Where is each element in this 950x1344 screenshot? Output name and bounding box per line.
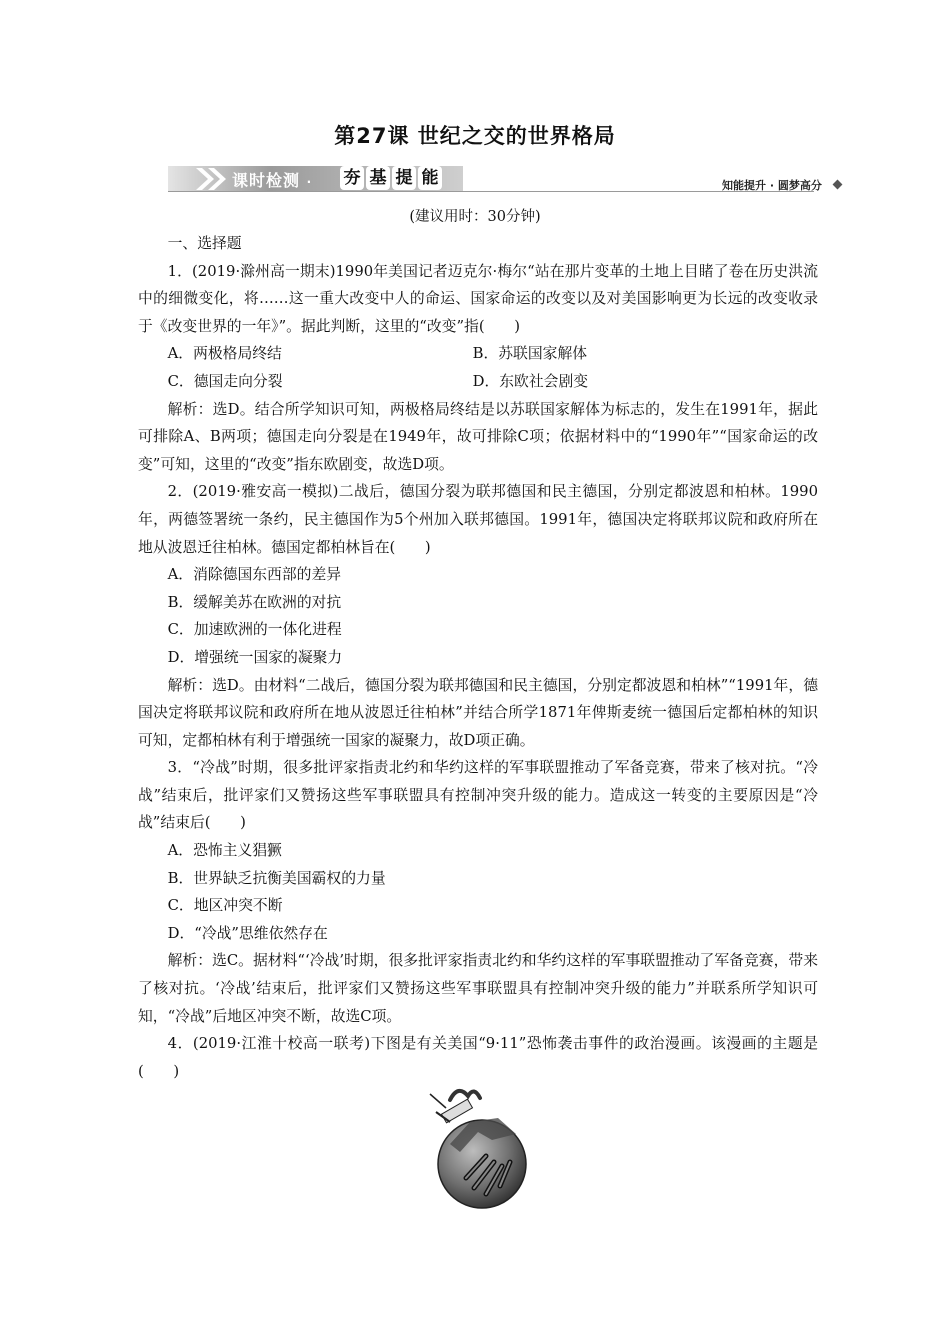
question-stem: 2．(2019·雅安高一模拟)二战后，德国分裂为联邦德国和民主德国，分别定都波恩和柏林。1990年，两德签署统一条约，民主德国作为5个州加入联邦德国。1991年，德国决定将联邦议院和政府所在地从波恩迁往柏林。德国定都柏林旨在( ) xyxy=(138,483,818,556)
option: D．增强统一国家的凝聚力 xyxy=(167,648,343,666)
page-title: 第27课 世纪之交的世界格局 xyxy=(334,124,616,148)
option: A．两极格局终结 xyxy=(167,345,282,363)
option: B．缓解美苏在欧洲的对抗 xyxy=(167,593,342,611)
question-stem: 4．(2019·江淮十校高一联考)下图是有关美国“9·11”恐怖袭击事件的政治漫画。该漫画的主题是( ) xyxy=(138,1035,818,1080)
question-list xyxy=(138,230,818,1085)
option: D．“冷战”思维依然存在 xyxy=(167,924,328,942)
banner-left-label xyxy=(232,168,312,191)
banner-tagline: 知能提升 · 圆梦高分 xyxy=(722,179,822,192)
option: A．恐怖主义猖獗 xyxy=(167,842,282,860)
option: C．德国走向分裂 xyxy=(167,372,283,390)
question-stem: 3．“冷战”时期，很多批评家指责北约和华约这样的军事联盟推动了军备竞赛，带来了核对抗。“冷战”结束后，批评家们又赞扬这些军事联盟具有控制冲突升级的能力。造成这一转变的主要原因是“冷战”结束后( ) xyxy=(138,759,818,832)
analysis: 解析：选D。结合所学知识可知，两极格局终结是以苏联国家解体为标志的，发生在1991年，据此可排除A、B两项；德国走向分裂是在1949年，故可排除C项；依据材料中的“1990年”“国家命运的改变”可知，这里的“改变”指东欧剧变，故选D项。 xyxy=(138,400,818,473)
option: C．地区冲突不断 xyxy=(167,897,283,915)
analysis: 解析：选D。由材料“二战后，德国分裂为联邦德国和民主德国，分别定都波恩和柏林”“1991年，德国决定将联邦议院和政府所在地从波恩迁往柏林”并结合所学1871年俾斯麦统一德国后定都柏林的知识可知，定都柏林有利于增强统一国家的凝聚力，故D项正确。 xyxy=(138,676,818,749)
section-heading: 一、选择题 xyxy=(167,235,242,252)
option: A．消除德国东西部的差异 xyxy=(167,566,342,584)
analysis: 解析：选C。据材料“‘冷战’时期，很多批评家指责北约和华约这样的军事联盟推动了军备竞赛，带来了核对抗。‘冷战’结束后，批评家们又赞扬这些军事联盟具有控制冲突升级的能力”并联系所学知识可知，“冷战”后地区冲突不断，故选C项。 xyxy=(138,952,818,1025)
banner-dot: · xyxy=(306,175,313,189)
option-row xyxy=(138,368,818,396)
badge-char: 提 xyxy=(392,166,416,190)
option-row xyxy=(138,340,818,368)
time-note: (建议用时：30分钟) xyxy=(409,209,541,225)
option: B．苏联国家解体 xyxy=(472,345,588,363)
badge-char: 夯 xyxy=(340,166,364,190)
banner-badges xyxy=(340,166,442,190)
option: C．加速欧洲的一体化进程 xyxy=(167,621,342,639)
badge-char: 能 xyxy=(418,166,442,190)
option: B．世界缺乏抗衡美国霸权的力量 xyxy=(167,869,386,887)
banner-label-text: 课时检测 xyxy=(232,171,301,190)
option: D．东欧社会剧变 xyxy=(472,372,589,390)
banner-rule xyxy=(168,191,814,192)
question-stem: 1．(2019·滁州高一期末)1990年美国记者迈克尔·梅尔“站在那片变革的土地上目睹了卷在历史洪流中的细微变化，将……这一重大改变中人的命运、国家命运的改变以及对美国影响更为长远的改变收录于《改变世界的一年》”。据此判断，这里的“改变”指( ) xyxy=(138,262,818,335)
badge-char: 基 xyxy=(366,166,390,190)
diamond-icon xyxy=(833,180,843,190)
political-cartoon-image xyxy=(420,1082,540,1212)
